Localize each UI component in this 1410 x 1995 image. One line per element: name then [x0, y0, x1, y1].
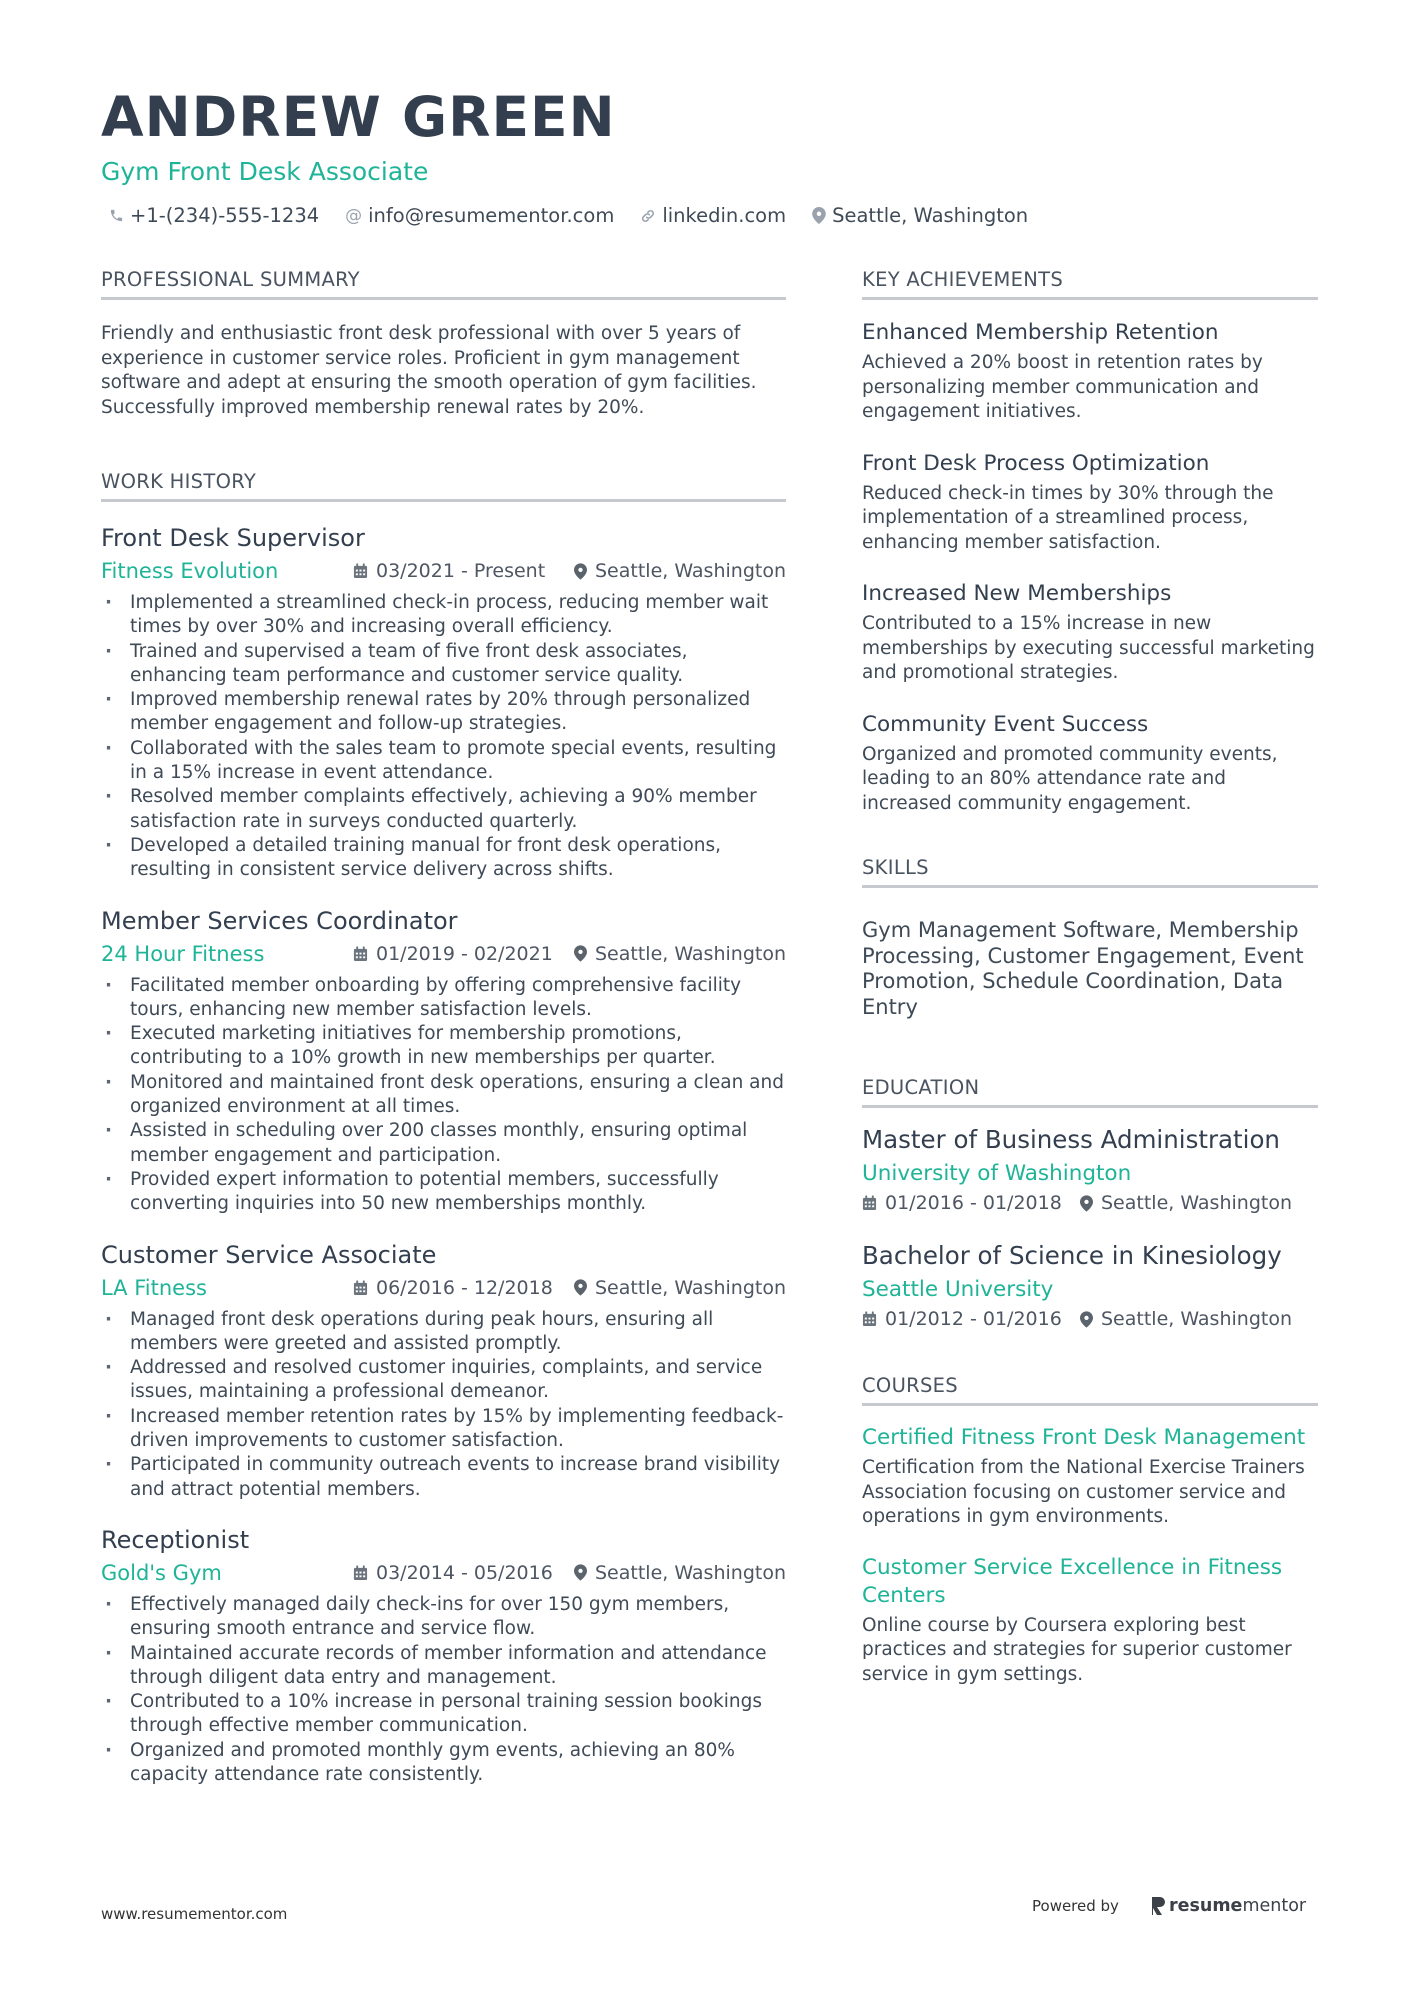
job-dates	[353, 1272, 574, 1304]
calendar-icon	[353, 1565, 368, 1581]
education-meta	[862, 1192, 1318, 1214]
job-location	[574, 555, 786, 587]
map-pin-icon	[1080, 1195, 1093, 1212]
job-dates	[353, 555, 574, 587]
job-bullets	[101, 591, 786, 883]
contact-phone	[109, 204, 319, 227]
achievement-item	[862, 710, 1318, 817]
map-pin-icon	[574, 1564, 587, 1581]
contact-email[interactable]	[345, 204, 614, 227]
job-dates-text: 03/2021 - Present	[376, 560, 546, 582]
job-location-text: Seattle, Washington	[595, 942, 786, 965]
job-location-text: Seattle, Washington	[595, 560, 786, 582]
course-title: Certified Fitness Front Desk Management	[862, 1425, 1306, 1450]
education-meta	[862, 1308, 1318, 1330]
achievement-title: Community Event Success	[862, 711, 1149, 737]
map-pin-icon	[574, 563, 587, 580]
brand-name-light: mentor	[1242, 1896, 1307, 1916]
job-title: Receptionist	[101, 1525, 250, 1554]
contact-bar	[101, 204, 1321, 227]
job-location	[574, 938, 786, 970]
map-pin-icon	[574, 1279, 587, 1296]
job-dates-text: 01/2019 - 02/2021	[376, 942, 553, 965]
achievements-heading: KEY ACHIEVEMENTS	[862, 268, 1318, 300]
work-history-list	[101, 522, 786, 1787]
job-location-text: Seattle, Washington	[595, 1561, 786, 1584]
resume-header	[101, 80, 1321, 227]
company-name: Fitness Evolution	[101, 559, 279, 583]
education-location	[1080, 1308, 1292, 1330]
courses-list	[862, 1424, 1318, 1687]
work-history-heading: WORK HISTORY	[101, 470, 786, 502]
contact-location	[812, 204, 1028, 227]
phone-text: +1-(234)-555-1234	[130, 204, 320, 227]
bullet-item: · Monitored and maintained front desk operations, ensuring a clean and organized environment at all times.	[101, 1071, 786, 1120]
job-title: Customer Service Associate	[101, 1240, 437, 1269]
courses-heading: COURSES	[862, 1374, 1318, 1406]
calendar-icon	[353, 563, 368, 579]
brand-mark-icon	[1151, 1896, 1165, 1916]
achievement-text: Contributed to a 15% increase in new memberships by executing successful marketing and promotional strategies.	[862, 613, 1315, 683]
map-pin-icon	[574, 945, 587, 962]
brand-logo[interactable]	[1151, 1896, 1306, 1916]
brand-name-bold: resume	[1168, 1896, 1243, 1916]
powered-by-text: Powered by	[1032, 1897, 1119, 1915]
job-subline	[101, 555, 786, 587]
school-name: Seattle University	[862, 1277, 1054, 1302]
job-dates	[353, 938, 574, 970]
bullet-item: · Participated in community outreach events to increase brand visibility and attract potential members.	[101, 1453, 786, 1502]
job-dates	[353, 1557, 574, 1589]
calendar-icon	[353, 1280, 368, 1296]
education-dates	[862, 1308, 1080, 1330]
bullet-item: · Organized and promoted monthly gym events, achieving an 80% capacity attendance rate consistently.	[101, 1739, 786, 1788]
job-subline	[101, 1557, 786, 1589]
achievement-item	[862, 579, 1318, 686]
left-column	[101, 268, 786, 1809]
map-pin-icon	[812, 207, 826, 224]
bullet-item: · Facilitated member onboarding by offering comprehensive facility tours, enhancing new member satisfaction levels.	[101, 974, 786, 1023]
company-name: LA Fitness	[101, 1275, 207, 1300]
education-dates-text: 01/2012 - 01/2016	[885, 1308, 1062, 1330]
bullet-item: · Resolved member complaints effectively, achieving a 90% member satisfaction rate in surveys conducted quarterly.	[101, 785, 786, 834]
link-icon	[640, 208, 656, 224]
education-location	[1080, 1192, 1292, 1214]
school-name: University of Washington	[862, 1161, 1132, 1186]
at-icon: @	[345, 205, 363, 226]
bullet-item: · Maintained accurate records of member information and attendance through diligent data entry and management.	[101, 1642, 786, 1691]
email-text: info@resumementor.com	[368, 204, 615, 227]
bullet-item: · Addressed and resolved customer inquiries, complaints, and service issues, maintaining a professional demeanor.	[101, 1356, 786, 1405]
education-heading: EDUCATION	[862, 1076, 1318, 1108]
achievement-title: Increased New Memberships	[862, 581, 1172, 606]
job-entry	[101, 522, 786, 883]
education-item	[862, 1240, 1318, 1330]
job-bullets	[101, 974, 786, 1217]
course-title: Customer Service Excellence in Fitness Centers	[862, 1554, 1283, 1608]
job-entry	[101, 1524, 786, 1787]
achievement-text: Reduced check-in times by 30% through the implementation of a streamlined process, enhancing member satisfaction.	[862, 482, 1274, 553]
achievements-list	[862, 318, 1318, 816]
job-title: Member Services Coordinator	[101, 906, 458, 935]
map-pin-icon	[1080, 1311, 1093, 1328]
summary-heading: PROFESSIONAL SUMMARY	[101, 268, 786, 300]
education-dates	[862, 1192, 1080, 1214]
bullet-item: · Collaborated with the sales team to promote special events, resulting in a 15% increase in event attendance.	[101, 737, 786, 786]
bullet-item: · Provided expert information to potential members, successfully converting inquiries into 50 new memberships monthly.	[101, 1168, 786, 1217]
course-text: Certification from the National Exercise Trainers Association focusing on customer service and operations in gym environments.	[862, 1457, 1305, 1527]
job-location	[574, 1272, 786, 1304]
company-name: Gold's Gym	[101, 1560, 222, 1585]
footer-website[interactable]: www.resumementor.com	[101, 1905, 288, 1923]
bullet-item: · Improved membership renewal rates by 20% through personalized member engagement and follow-up strategies.	[101, 688, 786, 737]
calendar-icon	[353, 946, 368, 962]
education-location-text: Seattle, Washington	[1101, 1192, 1292, 1214]
achievement-item	[862, 449, 1318, 556]
skills-text: Gym Management Software, Membership Processing, Customer Engagement, Event Promotion, Schedule Coordination, Data Entry	[862, 918, 1304, 1019]
candidate-name: ANDREW GREEN	[101, 85, 616, 149]
job-entry	[101, 1239, 786, 1502]
bullet-item: · Effectively managed daily check-ins for over 150 gym members, ensuring smooth entrance and service flow.	[101, 1593, 786, 1642]
job-subline	[101, 1272, 786, 1304]
degree-name: Master of Business Administration	[862, 1125, 1280, 1154]
job-dates-text: 06/2016 - 12/2018	[376, 1276, 553, 1299]
bullet-item: · Trained and supervised a team of five front desk associates, enhancing team performance and customer service quality.	[101, 640, 786, 689]
course-item	[862, 1424, 1318, 1530]
bullet-item: · Contributed to a 10% increase in personal training session bookings through effective member communication.	[101, 1690, 786, 1739]
degree-name: Bachelor of Science in Kinesiology	[862, 1241, 1282, 1270]
education-item	[862, 1124, 1318, 1214]
achievement-text: Organized and promoted community events, leading to an 80% attendance rate and increased community engagement.	[862, 743, 1278, 814]
bullet-item: · Developed a detailed training manual for front desk operations, resulting in consistent service delivery across shifts.	[101, 834, 786, 883]
bullet-item: · Managed front desk operations during peak hours, ensuring all members were greeted and assisted promptly.	[101, 1308, 786, 1357]
company-name: 24 Hour Fitness	[101, 941, 265, 966]
education-dates-text: 01/2016 - 01/2018	[885, 1192, 1062, 1214]
summary-text: Friendly and enthusiastic front desk professional with over 5 years of experience in customer service roles. Proficient in gym management software and adept at ensuring the smooth operation of gym facilities. Successfully improved membership renewal rates by 20%.	[101, 323, 757, 418]
contact-linkedin[interactable]	[640, 204, 786, 227]
bullet-item: · Assisted in scheduling over 200 classes monthly, ensuring optimal member engagement and participation.	[101, 1119, 786, 1168]
bullet-item: · Increased member retention rates by 15% by implementing feedback-driven improvements to customer satisfaction.	[101, 1405, 786, 1454]
job-subline	[101, 938, 786, 970]
footer-branding	[1032, 1896, 1306, 1916]
job-bullets	[101, 1308, 786, 1502]
job-entry	[101, 905, 786, 1217]
skills-heading: SKILLS	[862, 856, 1318, 888]
education-location-text: Seattle, Washington	[1101, 1308, 1292, 1330]
achievement-text: Achieved a 20% boost in retention rates by personalizing member communication and engagement initiatives.	[862, 352, 1263, 422]
achievement-item	[862, 318, 1318, 425]
calendar-icon	[862, 1195, 877, 1211]
linkedin-text: linkedin.com	[662, 204, 787, 227]
job-location-text: Seattle, Washington	[595, 1276, 786, 1299]
course-item	[862, 1554, 1318, 1688]
bullet-item: · Executed marketing initiatives for membership promotions, contributing to a 10% growth in new memberships per quarter.	[101, 1022, 786, 1071]
achievement-title: Enhanced Membership Retention	[862, 320, 1219, 345]
right-column	[862, 268, 1318, 1711]
job-dates-text: 03/2014 - 05/2016	[376, 1561, 553, 1584]
bullet-item: · Implemented a streamlined check-in process, reducing member wait times by over 30% and increasing overall efficiency.	[101, 591, 786, 640]
calendar-icon	[862, 1311, 877, 1327]
candidate-title: Gym Front Desk Associate	[101, 157, 429, 186]
job-title: Front Desk Supervisor	[101, 524, 365, 552]
location-text: Seattle, Washington	[832, 204, 1029, 227]
job-bullets	[101, 1593, 786, 1787]
job-location	[574, 1557, 786, 1589]
education-list	[862, 1124, 1318, 1330]
phone-icon	[109, 208, 124, 223]
achievement-title: Front Desk Process Optimization	[862, 450, 1210, 476]
course-text: Online course by Coursera exploring best practices and strategies for superior customer service in gym settings.	[862, 1614, 1292, 1685]
